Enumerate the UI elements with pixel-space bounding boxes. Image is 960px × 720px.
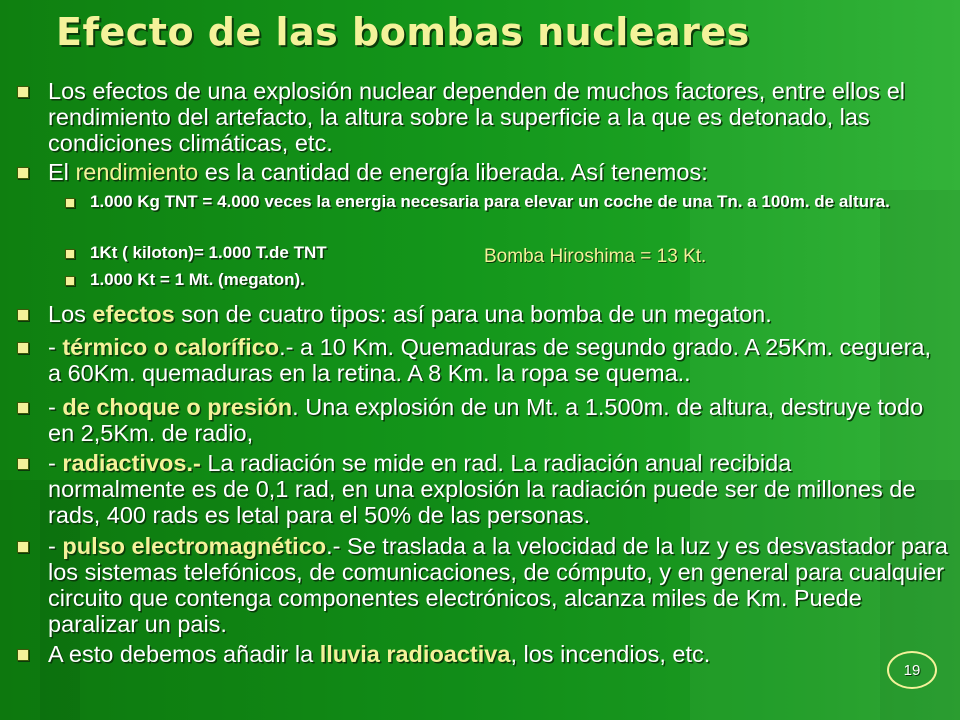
bullet-text-post: , los incendios, etc.	[510, 641, 711, 667]
highlight-term: rendimiento	[75, 159, 199, 185]
bullet-text: Los efectos de una explosión nuclear dependen de muchos factores, entre ellos el rendimiento del artefacto, la altura sobre la superficie a la que es detonado, las condiciones climáticas, etc.	[48, 78, 906, 156]
bullet-item	[48, 533, 948, 637]
highlight-term: radiactivos.-	[62, 450, 201, 476]
square-bullet-icon	[17, 402, 29, 414]
bullet-item	[48, 334, 938, 386]
highlight-term: pulso electromagnético	[62, 533, 327, 559]
square-bullet-icon	[65, 276, 75, 286]
highlight-term: térmico o calorífico	[62, 334, 280, 360]
sub-bullet-text: 1Kt ( kiloton)= 1.000 T.de TNT	[90, 243, 327, 262]
square-bullet-icon	[17, 309, 29, 321]
page-number: 19	[903, 661, 921, 679]
hiroshima-callout: Bomba Hiroshima = 13 Kt.	[484, 246, 707, 267]
square-bullet-icon	[17, 649, 29, 661]
square-bullet-icon	[17, 541, 29, 553]
sub-bullet-item	[90, 243, 470, 263]
bullet-item	[48, 78, 928, 156]
square-bullet-icon	[17, 167, 29, 179]
slide-title: Efecto de las bombas nucleares	[56, 10, 750, 54]
bullet-text-post: .- Se traslada a la velocidad de la luz y es desvastador para los sistemas telefónicos, de comunicaciones, de cómputo, y en general para cualquier circuito que contenga componentes electrónicos, alcanza miles de Km. Puede paralizar un pais.	[48, 533, 948, 637]
bullet-item	[48, 301, 928, 327]
bullet-item	[48, 394, 928, 446]
square-bullet-icon	[65, 198, 75, 208]
sub-bullet-text: 1.000 Kg TNT = 4.000 veces la energia necesaria para elevar un coche de una Tn. a 100m. de altura.	[90, 192, 890, 211]
square-bullet-icon	[65, 249, 75, 259]
square-bullet-icon	[17, 458, 29, 470]
bullet-item	[48, 159, 928, 185]
bullet-text-post: .- a 10 Km. Quemaduras de segundo grado. A 25Km. ceguera, a 60Km. quemaduras en la retina. A 8 Km. la ropa se quema..	[48, 334, 932, 386]
sub-bullet-item	[90, 270, 470, 290]
highlight-term: de choque o presión	[62, 394, 293, 420]
sub-bullet-item	[90, 192, 930, 212]
bullet-text-pre: El	[48, 159, 76, 185]
bullet-text-post: son de cuatro tipos: así para una bomba de un megaton.	[174, 301, 772, 327]
bullet-text-pre: Los	[48, 301, 93, 327]
page-number-badge	[887, 651, 937, 689]
bullet-text-pre: -	[48, 394, 63, 420]
highlight-term: efectos	[92, 301, 175, 327]
bullet-text-pre: -	[48, 450, 63, 476]
bullet-item	[48, 641, 868, 667]
bullet-text-pre: A esto debemos añadir la	[48, 641, 320, 667]
bullet-text-pre: -	[48, 334, 63, 360]
square-bullet-icon	[17, 342, 29, 354]
square-bullet-icon	[17, 86, 29, 98]
bullet-item	[48, 450, 928, 528]
bullet-text-post: . Una explosión de un Mt. a 1.500m. de altura, destruye todo en 2,5Km. de radio,	[48, 394, 924, 446]
bullet-text-pre: -	[48, 533, 63, 559]
bullet-text-post: es la cantidad de energía liberada. Así tenemos:	[198, 159, 708, 185]
sub-bullet-text: 1.000 Kt = 1 Mt. (megaton).	[90, 270, 305, 289]
highlight-term: lluvia radioactiva	[319, 641, 511, 667]
bullet-text-post: La radiación se mide en rad. La radiación anual recibida normalmente es de 0,1 rad, en una explosión la radiación puede ser de millones de rads, 400 rads es letal para el 50% de las personas.	[48, 450, 916, 528]
